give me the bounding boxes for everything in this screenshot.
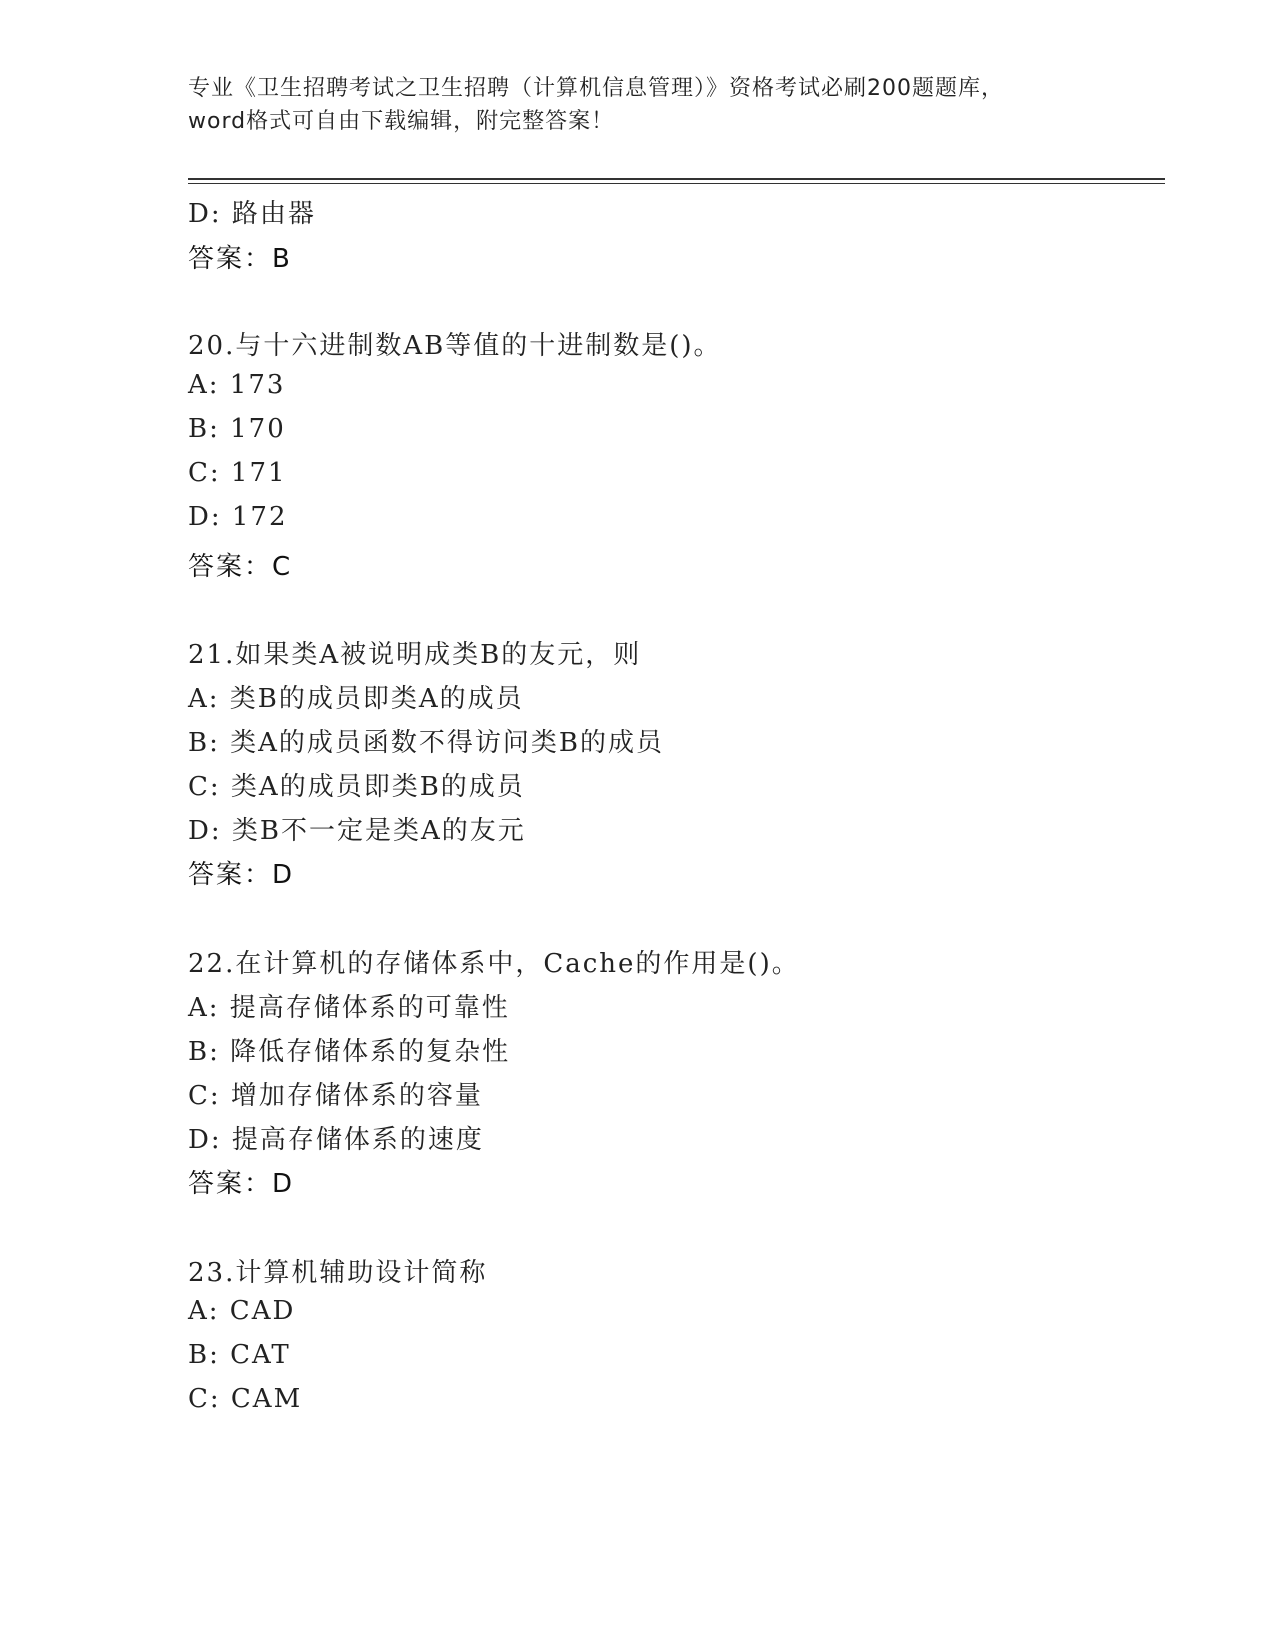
q23-option-a: A: CAD — [188, 1296, 296, 1326]
q20-option-d: D: 172 — [188, 502, 288, 532]
q22-answer: 答案：D — [188, 1169, 295, 1199]
q23-option-c: C: CAM — [188, 1384, 303, 1414]
q21-answer: 答案：D — [188, 860, 295, 890]
q21-question: 21.如果类A被说明成类B的友元，则 — [188, 640, 642, 670]
q22-question: 22.在计算机的存储体系中，Cache的作用是()。 — [188, 949, 800, 979]
q22-option-a: A: 提高存储体系的可靠性 — [188, 993, 510, 1023]
q22-option-b: B: 降低存储体系的复杂性 — [188, 1037, 511, 1067]
header-line-1: 专业《卫生招聘考试之卫生招聘（计算机信息管理）》资格考试必刷200题题库， — [188, 76, 1004, 101]
header-line-2: word格式可自由下载编辑，附完整答案！ — [188, 109, 615, 134]
q20-answer: 答案：C — [188, 552, 293, 582]
q20-option-a: A: 173 — [188, 370, 286, 400]
q22-option-d: D: 提高存储体系的速度 — [188, 1125, 484, 1155]
header-divider — [188, 178, 1165, 180]
q23-option-b: B: CAT — [188, 1340, 291, 1370]
q20-question: 20.与十六进制数AB等值的十进制数是()。 — [188, 331, 722, 361]
q21-option-c: C: 类A的成员即类B的成员 — [188, 772, 525, 802]
q21-option-b: B: 类A的成员函数不得访问类B的成员 — [188, 728, 665, 758]
q21-option-d: D: 类B不一定是类A的友元 — [188, 816, 526, 846]
q21-option-a: A: 类B的成员即类A的成员 — [188, 684, 524, 714]
prev-option-d: D: 路由器 — [188, 199, 316, 229]
q22-option-c: C: 增加存储体系的容量 — [188, 1081, 483, 1111]
q20-option-c: C: 171 — [188, 458, 287, 488]
q23-question: 23.计算机辅助设计简称 — [188, 1258, 488, 1288]
document-header — [188, 72, 1088, 138]
q20-option-b: B: 170 — [188, 414, 286, 444]
prev-answer: 答案：B — [188, 244, 292, 274]
header-divider-thin — [188, 183, 1165, 184]
